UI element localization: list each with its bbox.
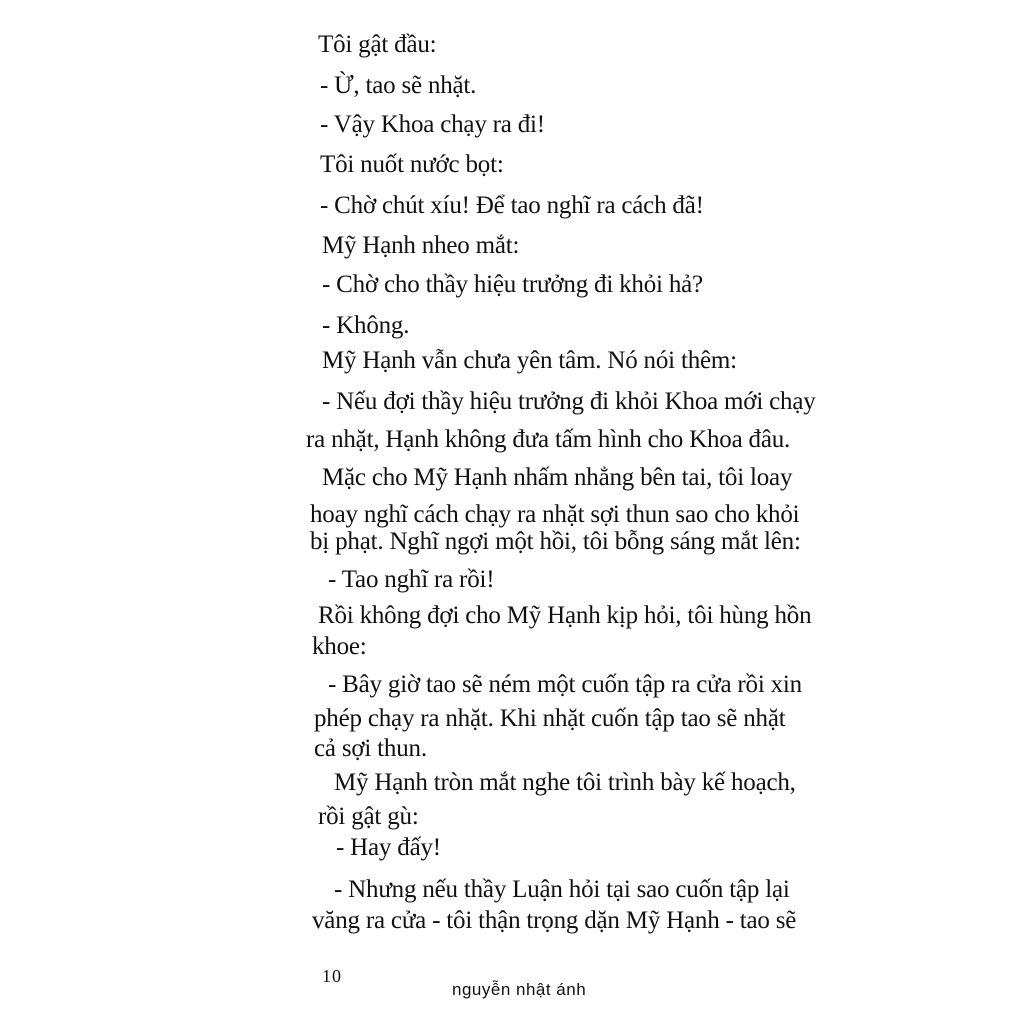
text-line: Rồi không đợi cho Mỹ Hạnh kịp hỏi, tôi hùng hồn [318,602,812,629]
page-number: 10 [322,966,342,986]
text-line: - Ừ, tao sẽ nhặt. [320,72,477,99]
text-line: - Không. [322,312,410,339]
text-line: rồi gật gù: [318,803,419,830]
text-line: bị phạt. Nghĩ ngợi một hồi, tôi bỗng sáng mắt lên: [310,528,801,555]
text-line: - Nếu đợi thầy hiệu trưởng đi khỏi Khoa mới chạy [322,388,816,415]
text-line: cả sợi thun. [314,735,427,762]
running-footer-author: nguyễn nhật ánh [452,980,587,999]
text-line: ra nhặt, Hạnh không đưa tấm hình cho Khoa đâu. [306,426,791,453]
text-line: Mỹ Hạnh tròn mắt nghe tôi trình bày kế hoạch, [334,769,796,796]
text-line: - Tao nghĩ ra rồi! [328,566,495,593]
text-line: Mỹ Hạnh nheo mắt: [322,232,520,259]
text-line: - Bây giờ tao sẽ ném một cuốn tập ra cửa rồi xin [328,671,802,698]
text-line: - Hay đấy! [336,834,441,861]
text-line: Tôi nuốt nước bọt: [320,151,504,178]
text-line: - Chờ cho thầy hiệu trưởng đi khỏi hả? [322,271,703,298]
text-line: khoe: [312,633,367,660]
text-line: - Chờ chút xíu! Để tao nghĩ ra cách đã! [320,192,704,219]
text-line: Mỹ Hạnh vẫn chưa yên tâm. Nó nói thêm: [322,347,737,374]
text-line: Tôi gật đầu: [318,31,437,58]
text-line: hoay nghĩ cách chạy ra nhặt sợi thun sao cho khỏi [310,501,800,528]
text-line: văng ra cửa - tôi thận trọng dặn Mỹ Hạnh - tao sẽ [312,907,797,934]
text-line: - Vậy Khoa chạy ra đi! [320,111,545,138]
text-line: - Nhưng nếu thầy Luận hỏi tại sao cuốn tập lại [334,876,790,903]
text-line: Mặc cho Mỹ Hạnh nhấm nhẳng bên tai, tôi loay [322,464,793,491]
text-line: phép chạy ra nhặt. Khi nhặt cuốn tập tao sẽ nhặt [314,705,786,732]
